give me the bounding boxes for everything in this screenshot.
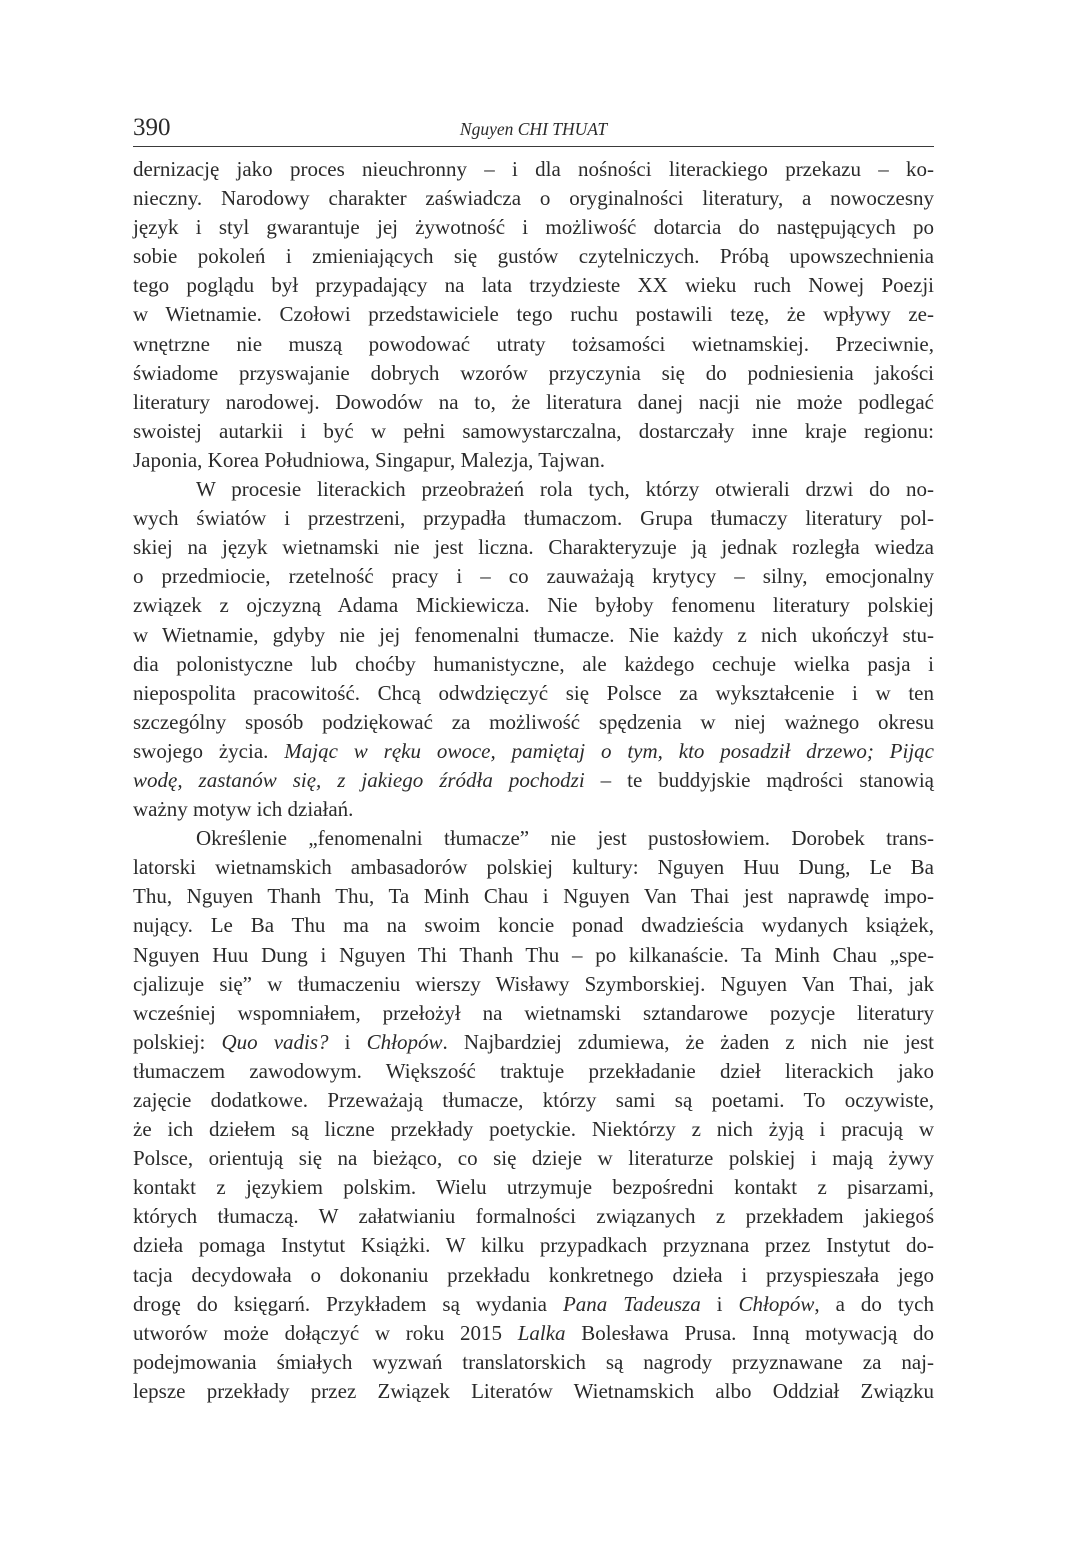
running-header <box>133 112 934 147</box>
text-line: dia polonistyczne lub choćby humanistyczne, ale każdego cechuje wielka pasja i <box>133 651 934 676</box>
text-line: Określenie „fenomenalni tłumacze” nie jest pustosłowiem. Dorobek trans- <box>196 826 934 851</box>
text-line: których tłumaczą. W załatwianiu formalności związanych z przekładem jakiegoś <box>133 1204 934 1229</box>
text-line: dzieła pomaga Instytut Książki. W kilku przypadkach przyznana przez Instytut do- <box>133 1233 934 1258</box>
text-line: Thu, Nguyen Thanh Thu, Ta Minh Chau i Nguyen Van Thai jest naprawdę impo- <box>133 884 934 909</box>
text-line: lepsze przekłady przez Związek Literatów Wietnamskich albo Oddział Związku <box>133 1378 934 1403</box>
text-line: szczególny sposób podziękować za możliwość spędzenia w niej ważnego okresu <box>133 709 934 734</box>
text-span: , a do tych <box>814 1291 934 1316</box>
text-line: niepospolita pracowitość. Chcą odwdzięczyć się Polsce za wykształcenie i w ten <box>133 680 934 705</box>
text-line: W procesie literackich przeobrażeń rola tych, którzy otwierali drzwi do no- <box>196 477 934 502</box>
text-line: w Wietnamie, gdyby nie jej fenomenalni tłumacze. Nie każdy z nich ukończył stu- <box>133 622 934 647</box>
text-line: język i styl gwarantuje jej żywotność i możliwość dotarcia do następujących po <box>133 215 934 240</box>
text-line: tego poglądu był przypadający na lata trzydzieste XX wieku ruch Nowej Poezji <box>133 273 934 298</box>
text-line: że ich dziełem są liczne przekłady poetyckie. Niektórzy z nich żyją i pracują w <box>133 1117 934 1142</box>
text-line: wych światów i przestrzeni, przypadła tłumaczom. Grupa tłumaczy literatury pol- <box>133 506 934 531</box>
text-line <box>133 766 934 795</box>
page-number: 390 <box>133 114 171 141</box>
text-line: zajęcie dodatkowe. Przeważają tłumacze, którzy sami są poetami. To oczywiste, <box>133 1088 934 1112</box>
text-line: związek z ojczyzną Adama Mickiewicza. Nie byłoby fenomenu literatury polskiej <box>133 593 934 618</box>
text-span: – te buddyjskie mądrości stanowią <box>584 767 934 792</box>
text-line: nieczny. Narodowy charakter zaświadcza o oryginalności literatury, a nowoczesny <box>133 186 934 211</box>
text-span: polskiej: <box>133 1029 222 1054</box>
text-span: utworów może dołączyć w roku 2015 <box>133 1320 518 1345</box>
text-line: o przedmiocie, rzetelność pracy i – co zauważają krytycy – silny, emocjonalny <box>133 564 934 589</box>
text-line: świadome przyswajanie dobrych wzorów przyczynia się do podniesienia jakości <box>133 360 934 385</box>
text-span: . Najbardziej zdumiewa, że żaden z nich nie jest <box>442 1029 934 1054</box>
text-line: kontakt z językiem polskim. Wielu utrzymuje bezpośredni kontakt z pisarzami, <box>133 1175 934 1200</box>
text-line: Nguyen Huu Dung i Nguyen Thi Thanh Thu – po kilkanaście. Ta Minh Chau „spe- <box>133 942 934 967</box>
text-line: dernizację jako proces nieuchronny – i dla nośności literackiego przekazu – ko- <box>133 157 934 181</box>
text-line: tacja decydowała o dokonaniu przekładu konkretnego dzieła i przyspieszała jego <box>133 1262 934 1287</box>
text-line: Japonia, Korea Południowa, Singapur, Malezja, Tajwan. <box>133 447 606 472</box>
text-span: Bolesława Prusa. Inną motywacją do <box>565 1320 934 1345</box>
text-line: skiej na język wietnamski nie jest liczna. Charakteryzuje ją jednak rozległa wiedza <box>133 535 934 560</box>
text-line: nujący. Le Ba Thu ma na swoim koncie ponad dwadzieścia wydanych książek, <box>133 913 934 938</box>
text-line: swoistej autarkii i być w pełni samowystarczalna, dostarczały inne kraje regionu: <box>133 418 934 443</box>
text-line <box>133 1290 934 1319</box>
paragraph-3 <box>133 824 934 1406</box>
body-text <box>133 155 934 1406</box>
buddhist-quote: Mając w ręku owoce, pamiętaj o tym, kto posadził drzewo; Pijąc <box>284 738 934 763</box>
text-line: w Wietnamie. Czołowi przedstawiciele tego ruchu postawili tezę, że wpływy ze- <box>133 302 934 327</box>
text-span: i <box>700 1291 739 1316</box>
text-line: cjalizuje się” w tłumaczeniu wierszy Wisławy Szymborskiej. Nguyen Van Thai, jak <box>133 971 934 996</box>
book-title: Lalka <box>517 1320 566 1345</box>
text-span: swojego życia. <box>133 738 285 763</box>
text-span: drogę do księgarń. Przykładem są wydania <box>133 1291 563 1316</box>
text-line <box>133 737 934 766</box>
paragraph-2 <box>133 475 934 824</box>
text-line: podejmowania śmiałych wyzwań translatorskich są nagrody przyznawane za naj- <box>133 1349 934 1374</box>
buddhist-quote: wodę, zastanów się, z jakiego źródła pochodzi <box>133 767 585 792</box>
book-title: Chłopów <box>738 1291 815 1316</box>
paragraph-1 <box>133 155 934 475</box>
text-line: literatury narodowej. Dowodów na to, że literatura danej nacji nie może podlegać <box>133 389 934 414</box>
text-line: sobie pokoleń i zmieniających się gustów czytelniczych. Próbą upowszechnienia <box>133 244 934 269</box>
text-line: tłumaczem zawodowym. Większość traktuje przekładanie dzieł literackich jako <box>133 1058 934 1083</box>
text-line: latorski wietnamskich ambasadorów polskiej kultury: Nguyen Huu Dung, Le Ba <box>133 855 934 880</box>
text-line: wnętrzne nie muszą powodować utraty tożsamości wietnamskiej. Przeciwnie, <box>133 331 934 356</box>
book-title: Quo vadis? <box>221 1029 329 1054</box>
text-line: wcześniej wspomniałem, przełożył na wietnamski sztandarowe pozycje literatury <box>133 1000 934 1025</box>
text-line: Polsce, orientują się na bieżąco, co się dzieje w literaturze polskiej i mają żywy <box>133 1146 934 1171</box>
text-line <box>133 1319 934 1348</box>
book-title: Chłopów <box>366 1029 443 1054</box>
text-span: i <box>328 1029 367 1054</box>
text-line: ważny motyw ich działań. <box>133 797 354 822</box>
running-head-author: Nguyen CHI THUAT <box>459 119 608 139</box>
book-title: Pana Tadeusza <box>562 1291 701 1316</box>
text-line <box>133 1028 934 1057</box>
